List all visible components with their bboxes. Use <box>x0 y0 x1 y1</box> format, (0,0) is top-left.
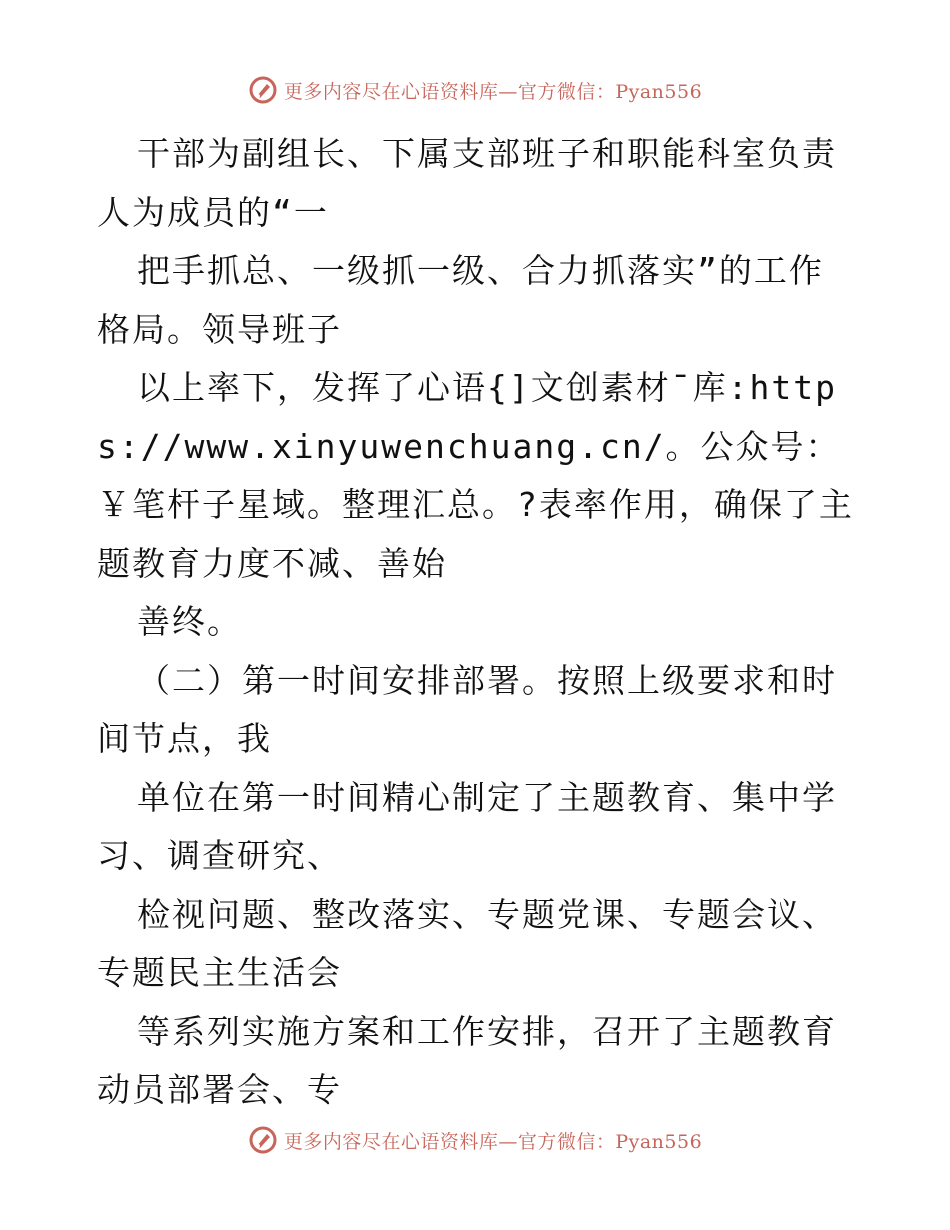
paragraph-line: 单位在第一时间精心制定了主题教育、集中学习、调查研究、 <box>97 777 837 875</box>
footer-text: 更多内容尽在心语资料库—官方微信：Pyan556 <box>283 1130 703 1153</box>
paragraph-line: 把手抓总、一级抓一级、合力抓落实”的工作格局。领导班子 <box>97 251 824 349</box>
paragraph-line: 干部为副组长、下属支部班子和职能科室负责人为成员的“一 <box>97 134 837 232</box>
pen-seal-icon <box>248 1125 278 1155</box>
paragraph-line: 检视问题、整改落实、专题党课、专题会议、专题民主生活会 <box>97 894 837 992</box>
document-body <box>97 125 857 1120</box>
paragraph-line: 善终。 <box>137 602 242 641</box>
header-banner <box>0 70 950 110</box>
footer-banner <box>0 1120 950 1160</box>
pen-seal-icon <box>248 75 278 105</box>
header-text: 更多内容尽在心语资料库—官方微信：Pyan556 <box>283 80 703 103</box>
paragraph-line: 以上率下，发挥了心语{]文创素材¯库:https://www.xinyuwenchuang.cn/。公众号：￥笔杆子星域。整理汇总。?表率作用，确保了主题教育力度不减、善始 <box>97 368 854 583</box>
paragraph-line: 等系列实施方案和工作安排，召开了主题教育动员部署会、专 <box>97 1011 837 1109</box>
paragraph-line: （二）第一时间安排部署。按照上级要求和时间节点，我 <box>97 660 837 758</box>
